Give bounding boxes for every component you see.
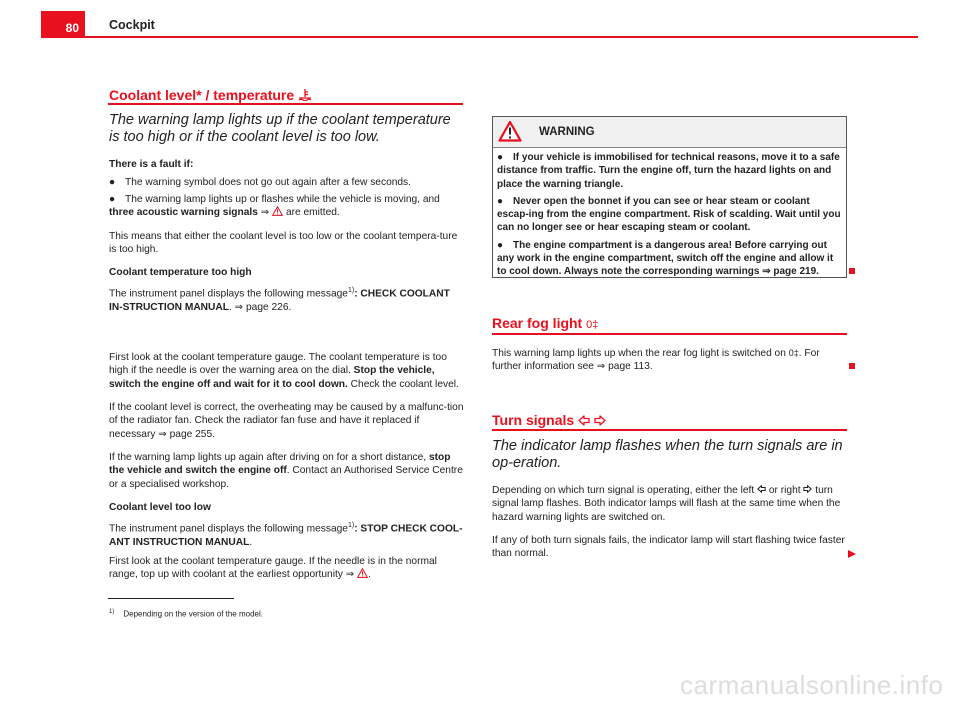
footnote-rule: [108, 598, 234, 599]
text: Check the coolant level.: [347, 378, 459, 390]
text: Depending on which turn signal is operating, either the left: [492, 485, 758, 496]
text: This warning lamp lights up when the rear fog light is switched on: [492, 348, 789, 359]
warning-header: [493, 117, 846, 148]
fog-heading-rule: [492, 333, 847, 335]
fog-heading-text: Rear fog light: [492, 315, 583, 331]
text: . For further information see ⇒ page 113.: [492, 348, 820, 373]
footnote: [109, 606, 263, 621]
fault-label: There is a fault if:: [109, 159, 194, 170]
message-text: : CHECK COOLANT IN-STRUCTION MANUAL: [109, 288, 450, 313]
topup-paragraph: [109, 555, 464, 582]
turn-heading: [492, 412, 606, 428]
arrow-ref: ⇒: [257, 207, 273, 219]
turn-left-icon: [578, 415, 590, 426]
turn-left-icon: [757, 485, 766, 493]
bullet-text: The warning lamp lights up or flashes while the vehicle is moving, and: [125, 194, 440, 205]
warning-triangle-icon[interactable]: [357, 568, 368, 578]
turn-heading-text: Turn signals: [492, 412, 575, 428]
warning-item-text: The engine compartment is a dangerous area! Before carrying out any work in the engine compartment, switch off the engine and allow it to cool down. Always note the corresponding warnings ⇒ page 219.: [497, 239, 834, 278]
warning-triangle-icon: [498, 120, 522, 142]
text: First look at the coolant temperature gauge. The coolant temperature is too high if the needle is over the warning area on the dial.: [109, 352, 447, 377]
turn-subtitle: The indicator lamp flashes when the turn signals are in op-eration.: [492, 438, 843, 471]
turn-paragraph-2: If any of both turn signals fails, the indicator lamp will start flashing twice faster than normal.: [492, 535, 845, 560]
bold-text: Stop the vehicle, switch the engine off and wait for it to cool down.: [109, 365, 435, 390]
fog-heading: [492, 315, 598, 331]
warning-list: [493, 148, 846, 279]
text: . Contact an Authorised Service Centre or a specialised workshop.: [109, 465, 463, 490]
warning-item: ● Never open the bonnet if you can see or hear steam or coolant escap-ing from the engine compartment. Risk of scalding. Wait until you can no longer see or hear escaping steam or coolant.: [497, 195, 841, 234]
text: or right: [766, 485, 804, 496]
text: The instrument panel displays the following message: [109, 523, 348, 535]
again-paragraph: [109, 451, 464, 491]
bold-text: three acoustic warning signals: [109, 207, 258, 219]
rear-fog-light-icon: 0‡: [788, 348, 799, 358]
coolant-heading-text: Coolant level* / temperature: [109, 87, 295, 103]
chapter-title: Cockpit: [109, 18, 155, 32]
fault-bullet-1: ● The warning symbol does not go out again after a few seconds.: [109, 177, 411, 188]
temp-high-message: [109, 284, 464, 314]
turn-right-icon: [594, 415, 606, 426]
text: First look at the coolant temperature gauge. If the needle is in the normal range, top up with coolant at the earliest opportunity ⇒: [109, 556, 437, 581]
coolant-heading: [109, 87, 312, 103]
level-low-heading: Coolant level too low: [109, 502, 211, 513]
text: If the warning lamp lights up again after driving on for a short distance,: [109, 452, 429, 463]
coolant-subtitle: The warning lamp lights up if the coolant temperature is too high or if the coolant level is too low.: [109, 112, 451, 145]
continue-arrow-icon: [848, 550, 856, 558]
coolant-heading-rule: [108, 103, 463, 105]
text: The instrument panel displays the following message: [109, 288, 348, 300]
turn-paragraph-1: [492, 484, 847, 524]
warning-item: ● If your vehicle is immobilised for technical reasons, move it to a safe distance from traffic. Turn the engine off, turn the hazard lights on and place the warning triangle.: [497, 152, 840, 190]
warning-item: ● The engine compartment is a dangerous area! Before carrying out any work in the engine compartment, switch off the engine and allow it to cool down. Always note the corresponding warnings ⇒ page 219.: [497, 239, 834, 278]
fault-bullet-2: ● The warning lamp lights up or flashes while the vehicle is moving, and three acoustic warning signals ⇒ are emitted.: [109, 194, 440, 219]
coolant-temperature-icon: [298, 89, 312, 101]
footnote-ref[interactable]: 1): [347, 287, 355, 294]
bullet-text: are emitted.: [283, 207, 340, 219]
warning-box: [492, 116, 847, 278]
gauge-paragraph: [109, 351, 464, 391]
header-rule: [85, 36, 918, 38]
rear-fog-light-icon: 0‡: [586, 319, 599, 331]
text: .: [249, 536, 253, 548]
section-end-marker: [849, 268, 855, 274]
fan-paragraph: If the coolant level is correct, the overheating may be caused by a malfunc-tion of the radiator fan. Check the radiator fan fuse and have it replaced if necessary ⇒ page 255.: [109, 402, 464, 440]
warning-item-text: Never open the bonnet if you can see or hear steam or coolant escap-ing from the engine compartment. Risk of scalding. Wait until you can no longer see or hear escaping steam or coolant.: [497, 195, 841, 234]
turn-heading-rule: [492, 429, 847, 431]
fog-paragraph: [492, 347, 842, 374]
footnote-number: 1): [109, 609, 115, 615]
text: .: [368, 569, 371, 581]
warning-triangle-icon[interactable]: [272, 206, 283, 216]
footnote-text: Depending on the version of the model.: [123, 609, 263, 619]
bullet-text: The warning symbol does not go out again after a few seconds.: [125, 177, 411, 188]
watermark: carmanualsonline.info: [680, 670, 944, 700]
means-paragraph: This means that either the coolant level is too low or the coolant tempera-ture is too high.: [109, 231, 458, 256]
warning-title: WARNING: [539, 126, 595, 138]
section-end-marker: [849, 363, 855, 369]
temp-high-heading: Coolant temperature too high: [109, 267, 252, 278]
page-number: 80: [41, 11, 85, 38]
page-link[interactable]: . ⇒ page 226.: [228, 301, 292, 313]
message-text: : STOP CHECK COOL-ANT INSTRUCTION MANUAL: [109, 523, 463, 548]
warning-item-text: If your vehicle is immobilised for technical reasons, move it to a safe distance from traffic. Turn the engine off, turn the hazard lights on and place the warning triangle.: [497, 152, 840, 190]
bold-text: stop the vehicle and switch the engine off: [109, 452, 451, 477]
text: turn signal lamp flashes. Both indicator lamps will flash at the same time when the hazard warning lights are switched on.: [492, 485, 841, 523]
level-low-message: [109, 519, 464, 549]
footnote-ref[interactable]: 1): [347, 522, 355, 529]
